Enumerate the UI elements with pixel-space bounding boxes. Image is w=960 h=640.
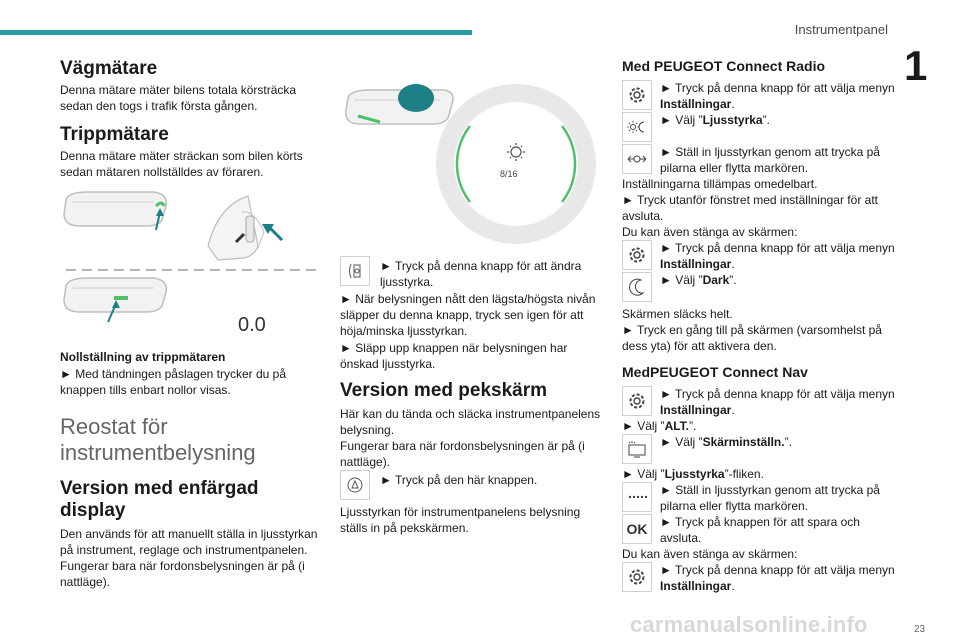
- radio-step-4: Inställningarna tillämpas omedelbart.: [622, 177, 818, 191]
- settings-gear-icon: [622, 562, 652, 592]
- pekskarm-text: Här kan du tända och släcka instrumentpanelens belysning. Fungerar bara när fordonsbelysningen är på (i nattläge).: [340, 407, 601, 469]
- trippmatare-heading: Trippmätare: [60, 124, 169, 145]
- nav-step-6: ► Tryck på knappen för att spara och avsluta.: [660, 515, 860, 545]
- trip-reset-illustration: [58, 186, 328, 346]
- vagmatare-text: Denna mätare mäter bilens totala körsträcka sedan den togs i trafik första gången.: [60, 83, 297, 113]
- radio-heading: Med PEUGEOT Connect Radio: [622, 58, 826, 74]
- dimmer-step-3: ► Släpp upp knappen när belysningen har önskad ljusstyrka.: [340, 341, 568, 371]
- radio-step-2: ► Välj ”Ljusstyrka”.: [660, 113, 770, 127]
- radio-step-7: ► Tryck på denna knapp för att välja menyn Inställningar.: [660, 241, 895, 271]
- trippmatare-text: Denna mätare mäter sträckan som bilen körts sedan mätaren nollställdes av föraren.: [60, 149, 303, 179]
- reset-heading: Nollställning av trippmätaren: [60, 350, 226, 364]
- nav-heading: MedPEUGEOT Connect Nav: [622, 364, 808, 380]
- display-monitor-icon: [622, 434, 652, 464]
- radio-step-6: Du kan även stänga av skärmen:: [622, 225, 798, 239]
- reostat-heading: Reostat för instrumentbelysning: [60, 414, 256, 465]
- radio-step-8: ► Välj ”Dark”.: [660, 273, 737, 287]
- radio-step-10: ► Tryck en gång till på skärmen (varsomhelst på dess yta) för att aktivera den.: [622, 323, 882, 353]
- enfargad-heading: Version med enfärgad display: [60, 478, 259, 521]
- radio-step-9: Skärmen släcks helt.: [622, 307, 733, 321]
- chapter-number: 1: [904, 42, 928, 89]
- dimmer-button-icon: [340, 256, 370, 286]
- trip-display-reading: 0.0: [238, 314, 266, 336]
- nav-step-2: ► Välj ”ALT.”.: [622, 419, 697, 433]
- running-header: Instrumentpanel: [794, 22, 888, 37]
- settings-gear-icon: [622, 240, 652, 270]
- nav-step-5: ► Ställ in ljusstyrkan genom att trycka på pilarna eller flytta markören.: [660, 483, 880, 513]
- dots-slider-icon: [622, 482, 652, 512]
- watermark: carmanualsonline.info: [630, 612, 868, 637]
- pekskarm-step: ► Tryck på den här knappen.: [380, 473, 538, 487]
- nav-step-7: Du kan även stänga av skärmen:: [622, 547, 798, 561]
- dimmer-step-2: ► När belysningen nått den lägsta/högsta nivån släpper du denna knapp, tryck sen igen för att höja/minska ljusstyrkan.: [340, 292, 596, 338]
- page-number: 23: [914, 624, 926, 635]
- radio-step-5: ► Tryck utanför fönstret med inställningar för att avsluta.: [622, 193, 878, 223]
- nav-step-3: ► Välj ”Skärminställn.”.: [660, 435, 792, 449]
- vagmatare-heading: Vägmätare: [60, 58, 158, 79]
- radio-step-3: ► Ställ in ljusstyrkan genom att trycka på pilarna eller flytta markören.: [660, 145, 880, 175]
- settings-gear-icon: [622, 80, 652, 110]
- dimmer-step-1: ► Tryck på denna knapp för att ändra ljusstyrka.: [380, 259, 582, 289]
- slider-arrows-icon: [622, 144, 652, 174]
- radio-step-1: ► Tryck på denna knapp för att välja menyn Inställningar.: [660, 81, 895, 111]
- pekskarm-heading: Version med pekskärm: [340, 380, 547, 401]
- brightness-icon: [622, 112, 652, 142]
- moon-icon: [622, 272, 652, 302]
- enfargad-text: Den används för att manuellt ställa in ljusstyrkan på instrument, reglage och instrumentpanelen. Fungerar bara när fordonsbelysningen är på (i nattläge).: [60, 527, 318, 589]
- touch-light-icon: [340, 470, 370, 500]
- nav-step-8: ► Tryck på denna knapp för att välja menyn Inställningar.: [660, 563, 895, 593]
- ok-icon: OK: [622, 514, 652, 544]
- pekskarm-footer: Ljusstyrkan för instrumentpanelens belysning ställs in på pekskärmen.: [340, 505, 581, 535]
- header-accent-bar: [0, 30, 472, 35]
- nav-step-4: ► Välj ”Ljusstyrka”-fliken.: [622, 467, 764, 481]
- dial-value: 8/16: [500, 169, 518, 179]
- dimmer-illustration: [340, 78, 600, 248]
- reset-text: ► Med tändningen påslagen trycker du på knappen tills enbart nollor visas.: [60, 367, 287, 397]
- settings-gear-icon: [622, 386, 652, 416]
- nav-step-1: ► Tryck på denna knapp för att välja menyn Inställningar.: [660, 387, 895, 417]
